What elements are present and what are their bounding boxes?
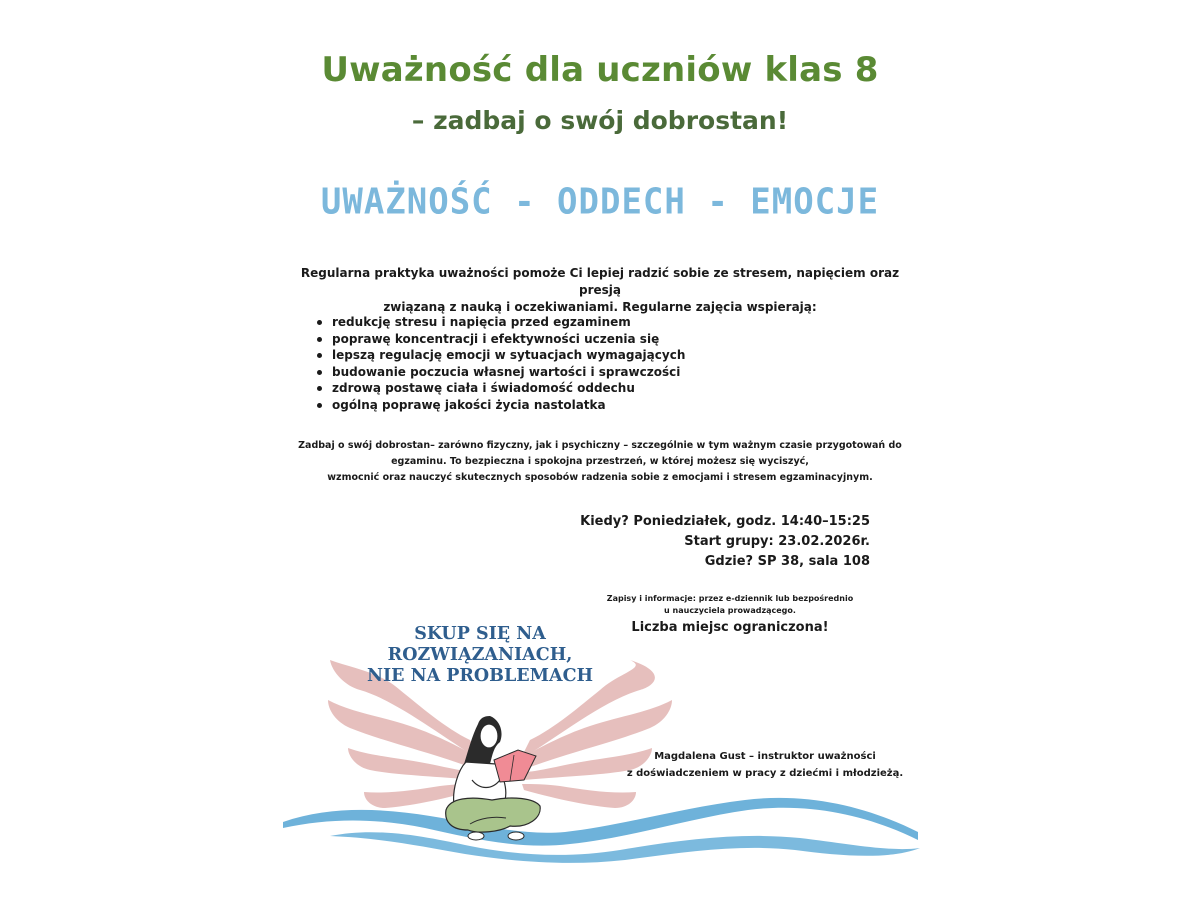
instructor-info (615, 748, 915, 782)
paragraph-line: Zadbaj o swój dobrostan– zarówno fizyczny, jak i psychiczny – szczególnie w tym ważnym czasie przygotowań do (298, 440, 902, 451)
theme-banner: UWAŻNOŚĆ - ODDECH - EMOCJE (320, 181, 880, 223)
page-title: Uważność dla uczniów klas 8 (321, 50, 879, 90)
signup-line: u nauczyciela prowadzącego. (664, 606, 796, 615)
wellbeing-paragraph (290, 438, 910, 486)
list-item: poprawę koncentracji i efektywności uczenia się (332, 331, 892, 348)
paragraph-line: egzaminu. To bezpieczna i spokojna przestrzeń, w której możesz się wyciszyć, (391, 456, 809, 467)
page-subtitle: – zadbaj o swój dobrostan! (411, 106, 789, 135)
signup-info (590, 593, 870, 617)
list-item: lepszą regulację emocji w sytuacjach wymagających (332, 347, 892, 364)
schedule-details (540, 512, 870, 572)
list-item: ogólną poprawę jakości życia nastolatka (332, 397, 892, 414)
quote-line: NIE NA PROBLEMACH (366, 666, 594, 686)
signup-line: Zapisy i informacje: przez e-dziennik lub bezpośrednio (606, 594, 854, 603)
limited-seats-text: Liczba miejsc ograniczona! (631, 620, 829, 635)
instructor-line: z doświadczeniem w pracy z dziećmi i młodzieżą. (626, 768, 904, 779)
quote-line: SKUP SIĘ NA (414, 624, 546, 644)
intro-line: Regularna praktyka uważności pomoże Ci lepiej radzić sobie ze stresem, napięciem oraz presją (300, 266, 900, 297)
instructor-line: Magdalena Gust – instruktor uważności (654, 751, 876, 762)
wave-icon (283, 798, 920, 863)
benefits-list (310, 314, 892, 413)
motivational-quote (350, 624, 610, 687)
list-item: zdrową postawę ciała i świadomość oddechu (332, 380, 892, 397)
when-text: Kiedy? Poniedziałek, godz. 14:40–15:25 (580, 514, 870, 529)
list-item: budowanie poczucia własnej wartości i sprawczości (332, 364, 892, 381)
location-text: Gdzie? SP 38, sala 108 (704, 554, 870, 569)
intro-text (300, 265, 900, 316)
quote-line: ROZWIĄZANIACH, (387, 645, 573, 665)
intro-line: związaną z nauką i oczekiwaniami. Regularne zajęcia wspierają: (383, 300, 817, 314)
start-date-text: Start grupy: 23.02.2026r. (684, 534, 870, 549)
list-item: redukcję stresu i napięcia przed egzaminem (332, 314, 892, 331)
paragraph-line: wzmocnić oraz nauczyć skutecznych sposobów radzenia sobie z emocjami i stresem egzaminacyjnym. (327, 472, 873, 483)
